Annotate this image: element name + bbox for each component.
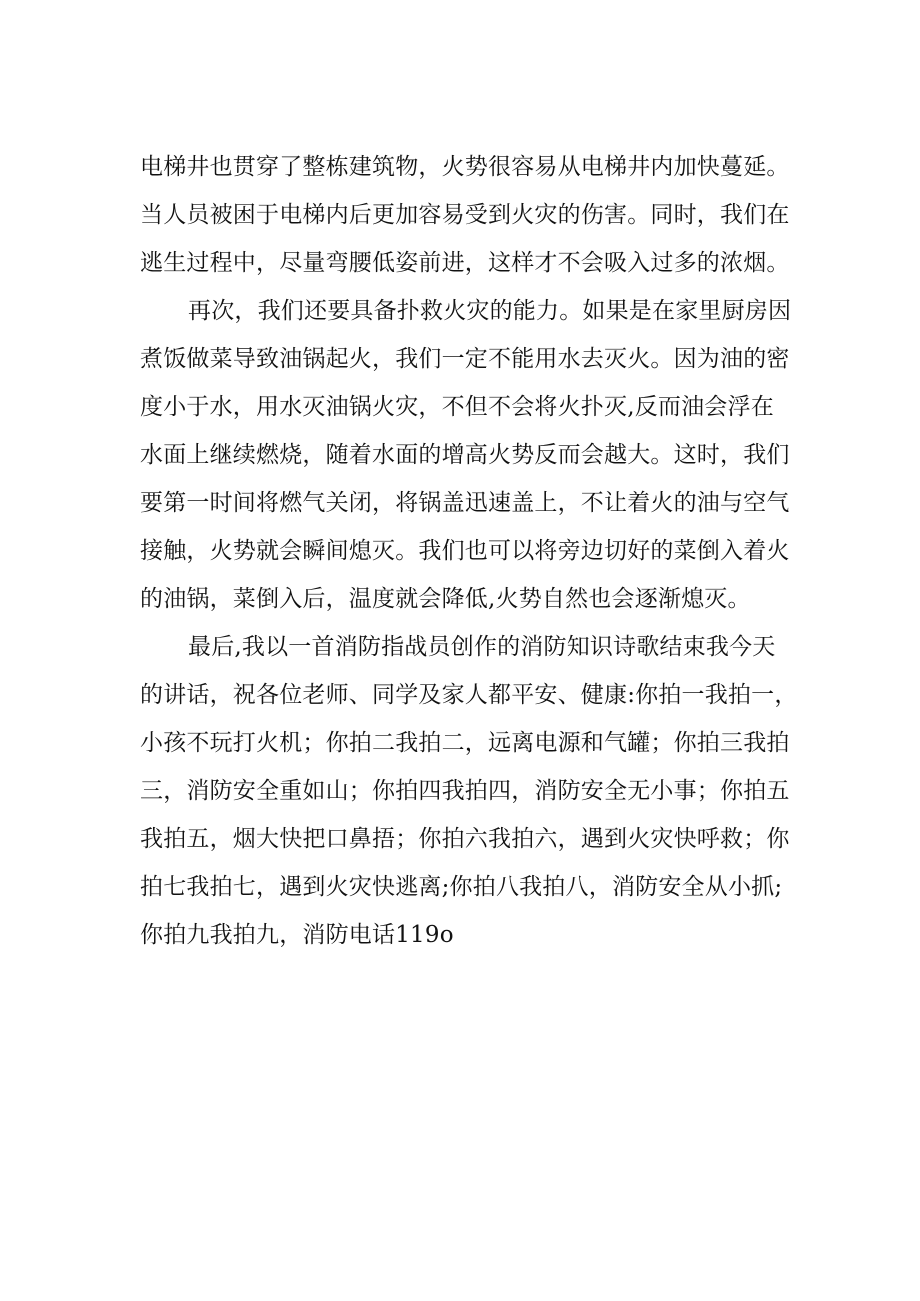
text-line: 再次，我们还要具备扑救火灾的能力。如果是在家里厨房因 xyxy=(188,298,792,324)
text-line: 水面上继续燃烧，随着水面的增高火势反而会越大。这时，我们 xyxy=(140,442,790,468)
text-line: 电梯井也贯穿了整栋建筑物，火势很容易从电梯井内加快蔓延。 xyxy=(140,154,790,180)
text-line: 我拍五，烟大快把口鼻捂；你拍六我拍六，遇到火灾快呼救；你 xyxy=(140,826,790,852)
text-line: 小孩不玩打火机；你拍二我拍二，远离电源和气罐；你拍三我拍 xyxy=(140,730,790,756)
paragraph-closing-poem xyxy=(140,623,798,959)
text-line: 你拍九我拍九，消防电话119o xyxy=(140,922,454,948)
text-line: 三，消防安全重如山；你拍四我拍四，消防安全无小事；你拍五 xyxy=(140,778,790,804)
text-line: 要第一时间将燃气关闭，将锅盖迅速盖上，不让着火的油与空气 xyxy=(140,490,790,516)
paragraph-oil-fire xyxy=(140,287,792,623)
text-line: 当人员被困于电梯内后更加容易受到火灾的伤害。同时，我们在 xyxy=(140,202,790,228)
text-line: 接触，火势就会瞬间熄灭。我们也可以将旁边切好的菜倒入着火 xyxy=(140,538,790,564)
document-body xyxy=(140,143,798,959)
text-line: 度小于水，用水灭油锅火灾，不但不会将火扑灭,反而油会浮在 xyxy=(140,394,774,420)
text-line: 最后,我以一首消防指战员创作的消防知识诗歌结束我今天 xyxy=(188,634,776,660)
text-line: 逃生过程中，尽量弯腰低姿前进，这样才不会吸入过多的浓烟。 xyxy=(140,250,790,276)
text-line: 的讲话，祝各位老师、同学及家人都平安、健康:你拍一我拍一， xyxy=(140,682,798,708)
text-line: 拍七我拍七，遇到火灾快逃离;你拍八我拍八，消防安全从小抓; xyxy=(140,874,783,900)
text-line: 煮饭做菜导致油锅起火，我们一定不能用水去灭火。因为油的密 xyxy=(140,346,790,372)
text-line: 的油锅，菜倒入后，温度就会降低,火势自然也会逐渐熄灭。 xyxy=(140,586,751,612)
paragraph-elevator-shaft xyxy=(140,143,790,287)
